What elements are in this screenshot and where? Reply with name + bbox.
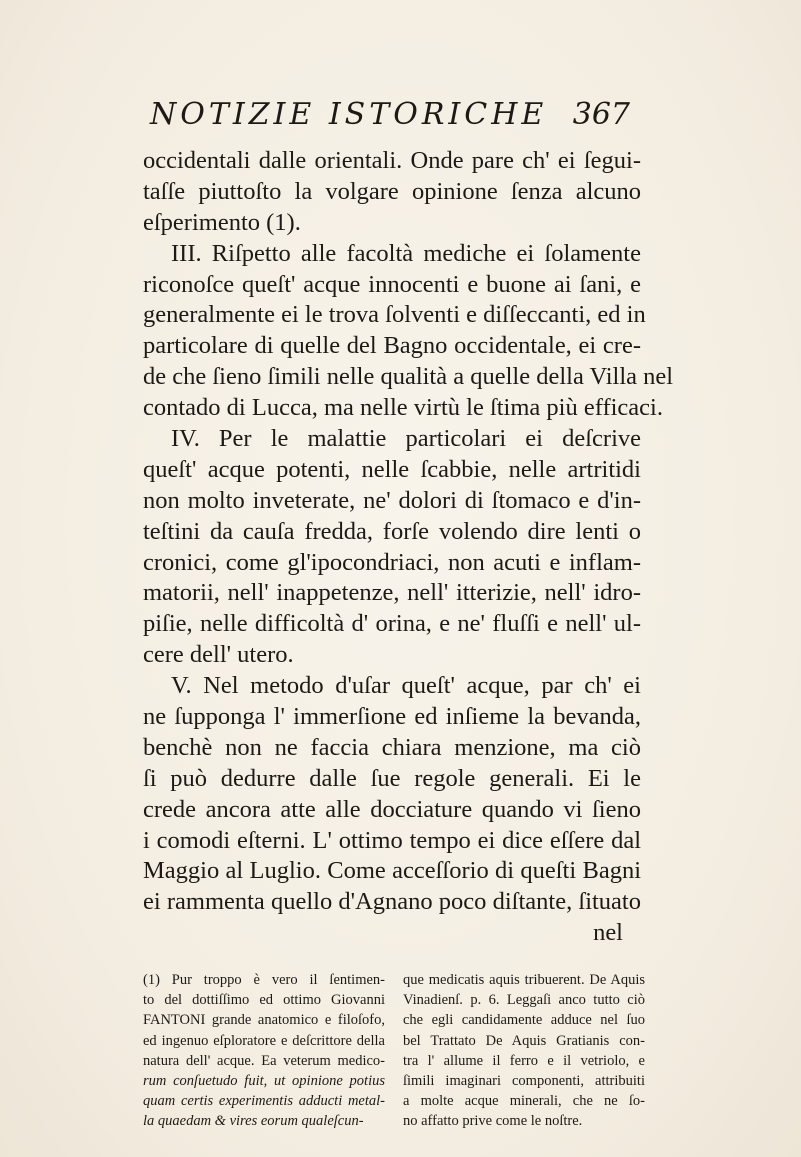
running-header — [150, 92, 630, 138]
running-title: NOTIZIE ISTORICHE — [150, 97, 548, 132]
text-line: piſie, nelle difficoltà d' orina, e ne' fluſſi e nell' ul- — [143, 610, 641, 638]
footnote-line: ed ingenuo eſploratore e deſcrittore della — [143, 1032, 385, 1049]
footnote-line: tra l' allume il ferro e il vetriolo, e — [403, 1052, 645, 1069]
text-line: crede ancora atte alle docciature quando vi ſieno — [143, 795, 641, 823]
text-line: ei rammenta quello d'Agnano poco diſtante, ſituato — [143, 888, 641, 916]
footnote-line: quam certis experimentis adducti metal- — [143, 1093, 385, 1110]
text-line: generalmente ei le trova ſolventi e diſſeccanti, ed in — [143, 301, 646, 329]
text-line: matorii, nell' inappetenze, nell' itterizie, nell' idro- — [143, 579, 641, 607]
text-line: III. Riſpetto alle facoltà mediche ei ſolamente — [171, 239, 641, 267]
catchword: nel — [593, 919, 623, 947]
text-line: Maggio al Luglio. Come acceſſorio di queſti Bagni — [143, 857, 641, 885]
text-line: queſt' acque potenti, nelle ſcabbie, nelle artritidi — [143, 455, 641, 483]
text-line: benchè non ne faccia chiara menzione, ma ciò — [143, 733, 641, 761]
footnote-line: to del dottiſſimo ed ottimo Giovanni — [143, 992, 385, 1009]
footnote-column-right — [403, 970, 645, 1132]
footnote-line: la quaedam & vires eorum qualeſcun- — [143, 1113, 364, 1130]
footnote-line: a molte acque minerali, che ne ſo- — [403, 1093, 645, 1110]
text-line: non molto inveterate, ne' dolori di ſtomaco e d'in- — [143, 486, 641, 514]
text-line: cere dell' utero. — [143, 641, 294, 669]
footnote-column-left — [143, 970, 385, 1132]
footnote-line: que medicatis aquis tribuerent. De Aquis — [403, 972, 645, 988]
text-line: riconoſce queſt' acque innocenti e buone ai ſani, e — [143, 270, 641, 298]
footnote-line: FANTONI grande anatomico e filoſofo, — [143, 1012, 385, 1029]
text-line: i comodi eſterni. L' ottimo tempo ei dice eſſere dal — [143, 826, 641, 854]
footnote-line: natura dell' acque. Ea veterum medico- — [143, 1052, 385, 1069]
text-line: ſi può dedurre dalle ſue regole generali. Ei le — [143, 764, 641, 792]
text-line: ne ſupponga l' immerſione ed inſieme la bevanda, — [143, 703, 641, 731]
footnote-line: rum conſuetudo fuit, ut opinione potius — [143, 1072, 385, 1089]
footnote-line: bel Trattato De Aquis Gratianis con- — [403, 1032, 645, 1049]
text-line: occidentali dalle orientali. Onde pare ch' ei ſegui- — [143, 147, 641, 174]
text-line: cronici, come gl'ipocondriaci, non acuti e inflam- — [143, 548, 641, 576]
footnote-line: (1) Pur troppo è vero il ſentimen- — [143, 972, 385, 988]
text-line: eſperimento (1). — [143, 208, 301, 236]
footnote-line: Vinadienſ. p. 6. Leggaſi anco tutto ciò — [403, 992, 645, 1009]
footnotes — [143, 970, 645, 1130]
page-number: 367 — [572, 97, 630, 132]
text-line: taſſe piuttoſto la volgare opinione ſenza alcuno — [143, 177, 641, 205]
text-line: de che ſieno ſimili nelle qualità a quelle della Villa nel — [143, 363, 674, 391]
footnote-line: no affatto prive come le noſtre. — [403, 1113, 583, 1130]
footnote-line: che egli candidamente adduce nel ſuo — [403, 1012, 645, 1029]
text-line: particolare di quelle del Bagno occidentale, ei cre- — [143, 332, 641, 360]
text-line: teſtini da cauſa fredda, forſe volendo dire lenti o — [143, 517, 641, 545]
main-text — [143, 146, 674, 949]
text-line: IV. Per le malattie particolari ei deſcrive — [171, 425, 641, 453]
text-line: contado di Lucca, ma nelle virtù le ſtima più efficaci. — [143, 394, 663, 422]
text-line: V. Nel metodo d'uſar queſt' acque, par ch' ei — [171, 672, 641, 700]
footnote-line: ſimili imaginari componenti, attribuiti — [403, 1072, 645, 1089]
